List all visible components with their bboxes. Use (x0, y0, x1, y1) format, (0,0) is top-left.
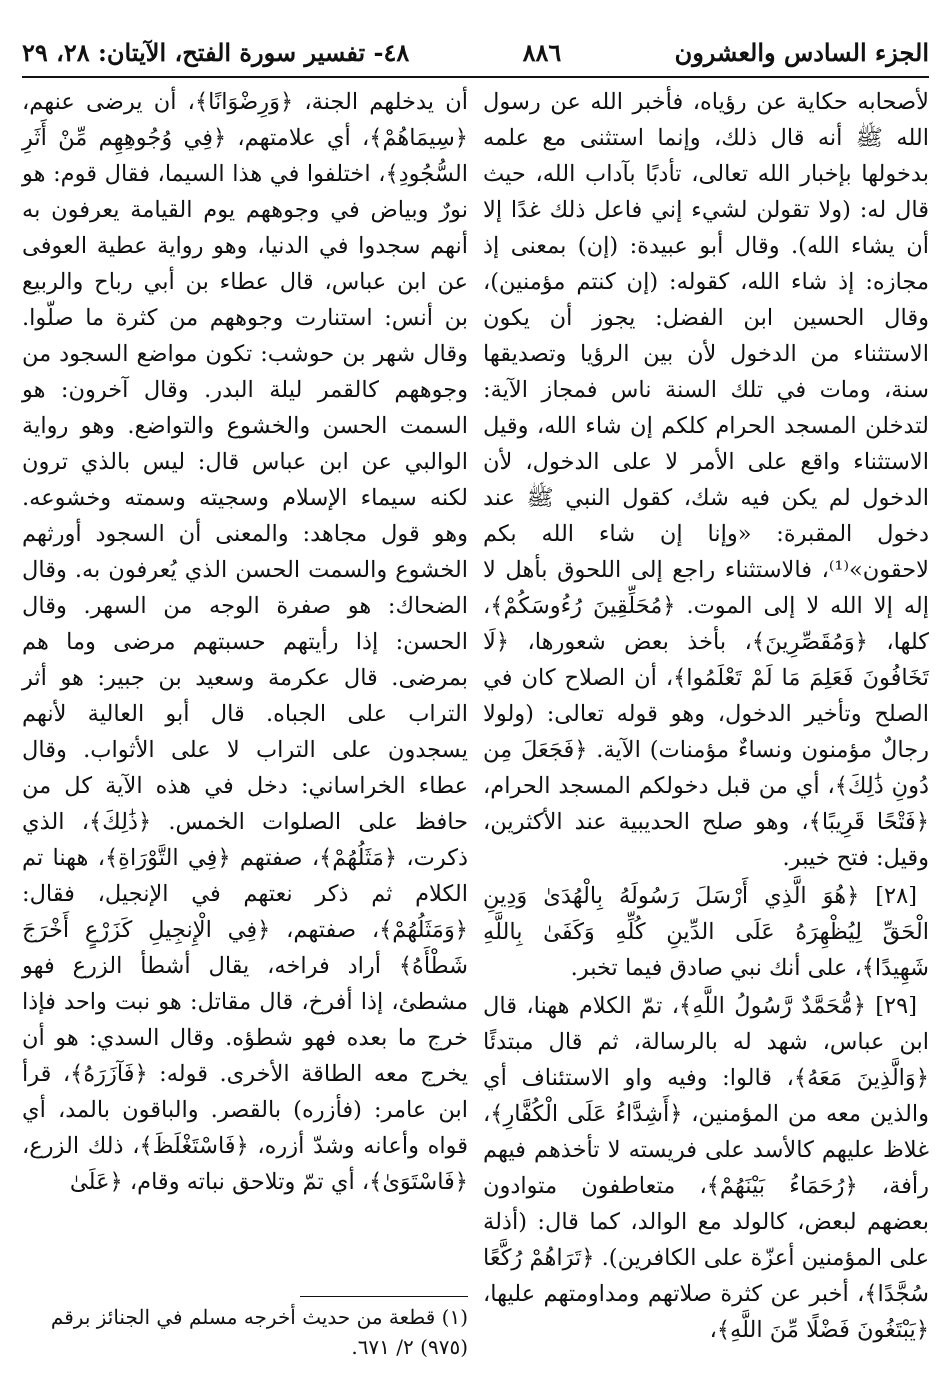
running-title: الجزء السادس والعشرون (674, 37, 929, 67)
right-column (483, 84, 929, 1348)
left-column (22, 84, 468, 1200)
page-header (22, 30, 929, 74)
paragraph: أن يدخلهم الجنة، ﴿وَرِضْوَانًا﴾، أن يرضى عنهم، ﴿سِيمَاهُمْ﴾، أي علامتهم، ﴿فِي وُجُوهِهِم مِّنْ أَثَرِ السُّجُودِ﴾، اختلفوا في هذا السيما، فقال قوم: هو نورٌ وبياض في وجوههم يوم القيامة يعرفون به أنهم سجدوا في الدنيا، وهو رواية عطية العوفى عن ابن عباس، قال عطاء بن أبي رباح والربيع بن أنس: استنارت وجوههم من كثرة ما صلّوا. وقال شهر بن حوشب: تكون مواضع السجود من وجوههم كالقمر ليلة البدر. وقال آخرون: هو السمت الحسن والخشوع والتواضع. وهو رواية الوالبي عن ابن عباس قال: ليس بالذي ترون لكنه سيماء الإسلام وسجيته وسمته وخشوعه. وهو قول مجاهد: والمعنى أن السجود أورثهم الخشوع والسمت الحسن الذي يُعرفون به. وقال الضحاك: هو صفرة الوجه من السهر. وقال الحسن: إذا رأيتهم حسبتهم مرضى وما هم بمرضى. قال عكرمة وسعيد بن جبير: هو أثر التراب على الجباه. قال أبو العالية لأنهم يسجدون على التراب لا على الأثواب. وقال عطاء الخراساني: دخل في هذه الآية كل من حافظ على الصلوات الخمس. ﴿ذَٰلِكَ﴾، الذي ذكرت، ﴿مَثَلُهُمْ﴾، صفتهم ﴿فِي التَّوْرَاةِ﴾، ههنا تم الكلام ثم ذكر نعتهم في الإنجيل، فقال: ﴿وَمَثَلُهُمْ﴾، صفتهم، ﴿فِي الْإِنجِيلِ كَزَرْعٍ أَخْرَجَ شَطْأَهُ﴾ أراد فراخه، يقال أشطأ الزرع فهو مشطئ، إذا أفرخ، قال مقاتل: هو نبت واحد فإذا خرج ما بعده فهو شطؤه. وقال السدي: هو أن يخرج معه الطاقة الأخرى. قوله: ﴿فَآزَرَهُ﴾، قرأ ابن عامر: (فأزره) بالقصر. والباقون بالمد، أي قواه وأعانه وشدّ أزره، ﴿فَاسْتَغْلَظَ﴾، ذلك الزرع، ﴿فَاسْتَوَىٰ﴾، أي تمّ وتلاحق نباته وقام، ﴿عَلَىٰ (22, 89, 468, 1195)
page-number: ٨٨٦ (522, 37, 562, 67)
header-rule (22, 76, 929, 78)
paragraph-verse-28: [٢٨] ﴿هُوَ الَّذِي أَرْسَلَ رَسُولَهُ بِالْهُدَىٰ وَدِينِ الْحَقِّ لِيُظْهِرَهُ عَلَى الدِّينِ كُلِّهِ وَكَفَىٰ بِاللَّهِ شَهِيدًا﴾، على أنك نبي صادق فيما تخبر. (483, 883, 929, 981)
paragraph: لأصحابه حكاية عن رؤياه، فأخبر الله عن رسول الله ﷺ أنه قال ذلك، وإنما استثنى مع علمه بدخولها بإخبار الله تعالى، تأدبًا بآداب الله، حيث قال له: (ولا تقولن لشيء إني فاعل ذلك غدًا إلا أن يشاء الله). وقال أبو عبيدة: (إن) بمعنى إذ مجازه: إذ شاء الله، كقوله: (إن كنتم مؤمنين)، وقال الحسين ابن الفضل: يجوز أن يكون الاستثناء من الدخول لأن بين الرؤيا وتصديقها سنة، ومات في تلك السنة ناس فمجاز الآية: لتدخلن المسجد الحرام كلكم إن شاء الله، وقيل الاستثناء واقع على الأمر لا على الدخول، لأن الدخول لم يكن فيه شك، كقول النبي ﷺ عند دخول المقبرة: «وإنا إن شاء الله بكم لاحقون»⁽¹⁾، فالاستثناء راجع إلى اللحوق بأهل لا إله إلا الله لا إلى الموت. ﴿مُحَلِّقِينَ رُءُوسَكُمْ﴾، كلها، ﴿وَمُقَصِّرِينَ﴾، بأخذ بعض شعورها، ﴿لَا تَخَافُونَ فَعَلِمَ مَا لَمْ تَعْلَمُوا﴾، أن الصلاح كان في الصلح وتأخير الدخول، وهو قوله تعالى: (ولولا رجالٌ مؤمنون ونساءٌ مؤمنات) الآية. ﴿فَجَعَلَ مِن دُونِ ذَٰلِكَ﴾، أي من قبل دخولكم المسجد الحرام، ﴿فَتْحًا قَرِيبًا﴾، وهو صلح الحديبية عند الأكثرين، وقيل: فتح خيبر. (483, 89, 929, 871)
paragraph-verse-29: [٢٩] ﴿مُّحَمَّدٌ رَّسُولُ اللَّهِ﴾، تمّ الكلام ههنا، قال ابن عباس، شهد له بالرسالة، ثم قال مبتدئًا ﴿وَالَّذِينَ مَعَهُ﴾، قالوا: وفيه واو الاستئناف أي والذين معه من المؤمنين، ﴿أَشِدَّاءُ عَلَى الْكُفَّارِ﴾، غلاظ عليهم كالأسد على فريسته لا تأخذهم فيهم رأفة، ﴿رُحَمَاءُ بَيْنَهُمْ﴾، متعاطفون متوادون بعضهم لبعض، كالولد مع الوالد، كما قال: (أذلة على المؤمنين أعزّة على الكافرين). ﴿تَرَاهُمْ رُكَّعًا سُجَّدًا﴾، أخبر عن كثرة صلاتهم ومداومتهم عليها، ﴿يَبْتَغُونَ فَضْلًا مِّنَ اللَّهِ﴾، (483, 993, 929, 1343)
surah-info: ٤٨- تفسير سورة الفتح، الآيتان: ٢٨، ٢٩ (22, 37, 410, 67)
footnote-rule (300, 1296, 468, 1297)
footnote: (١) قطعة من حديث أخرجه مسلم في الجنائز برقم (٩٧٥) ٢/ ٦٧١. (50, 1305, 468, 1359)
